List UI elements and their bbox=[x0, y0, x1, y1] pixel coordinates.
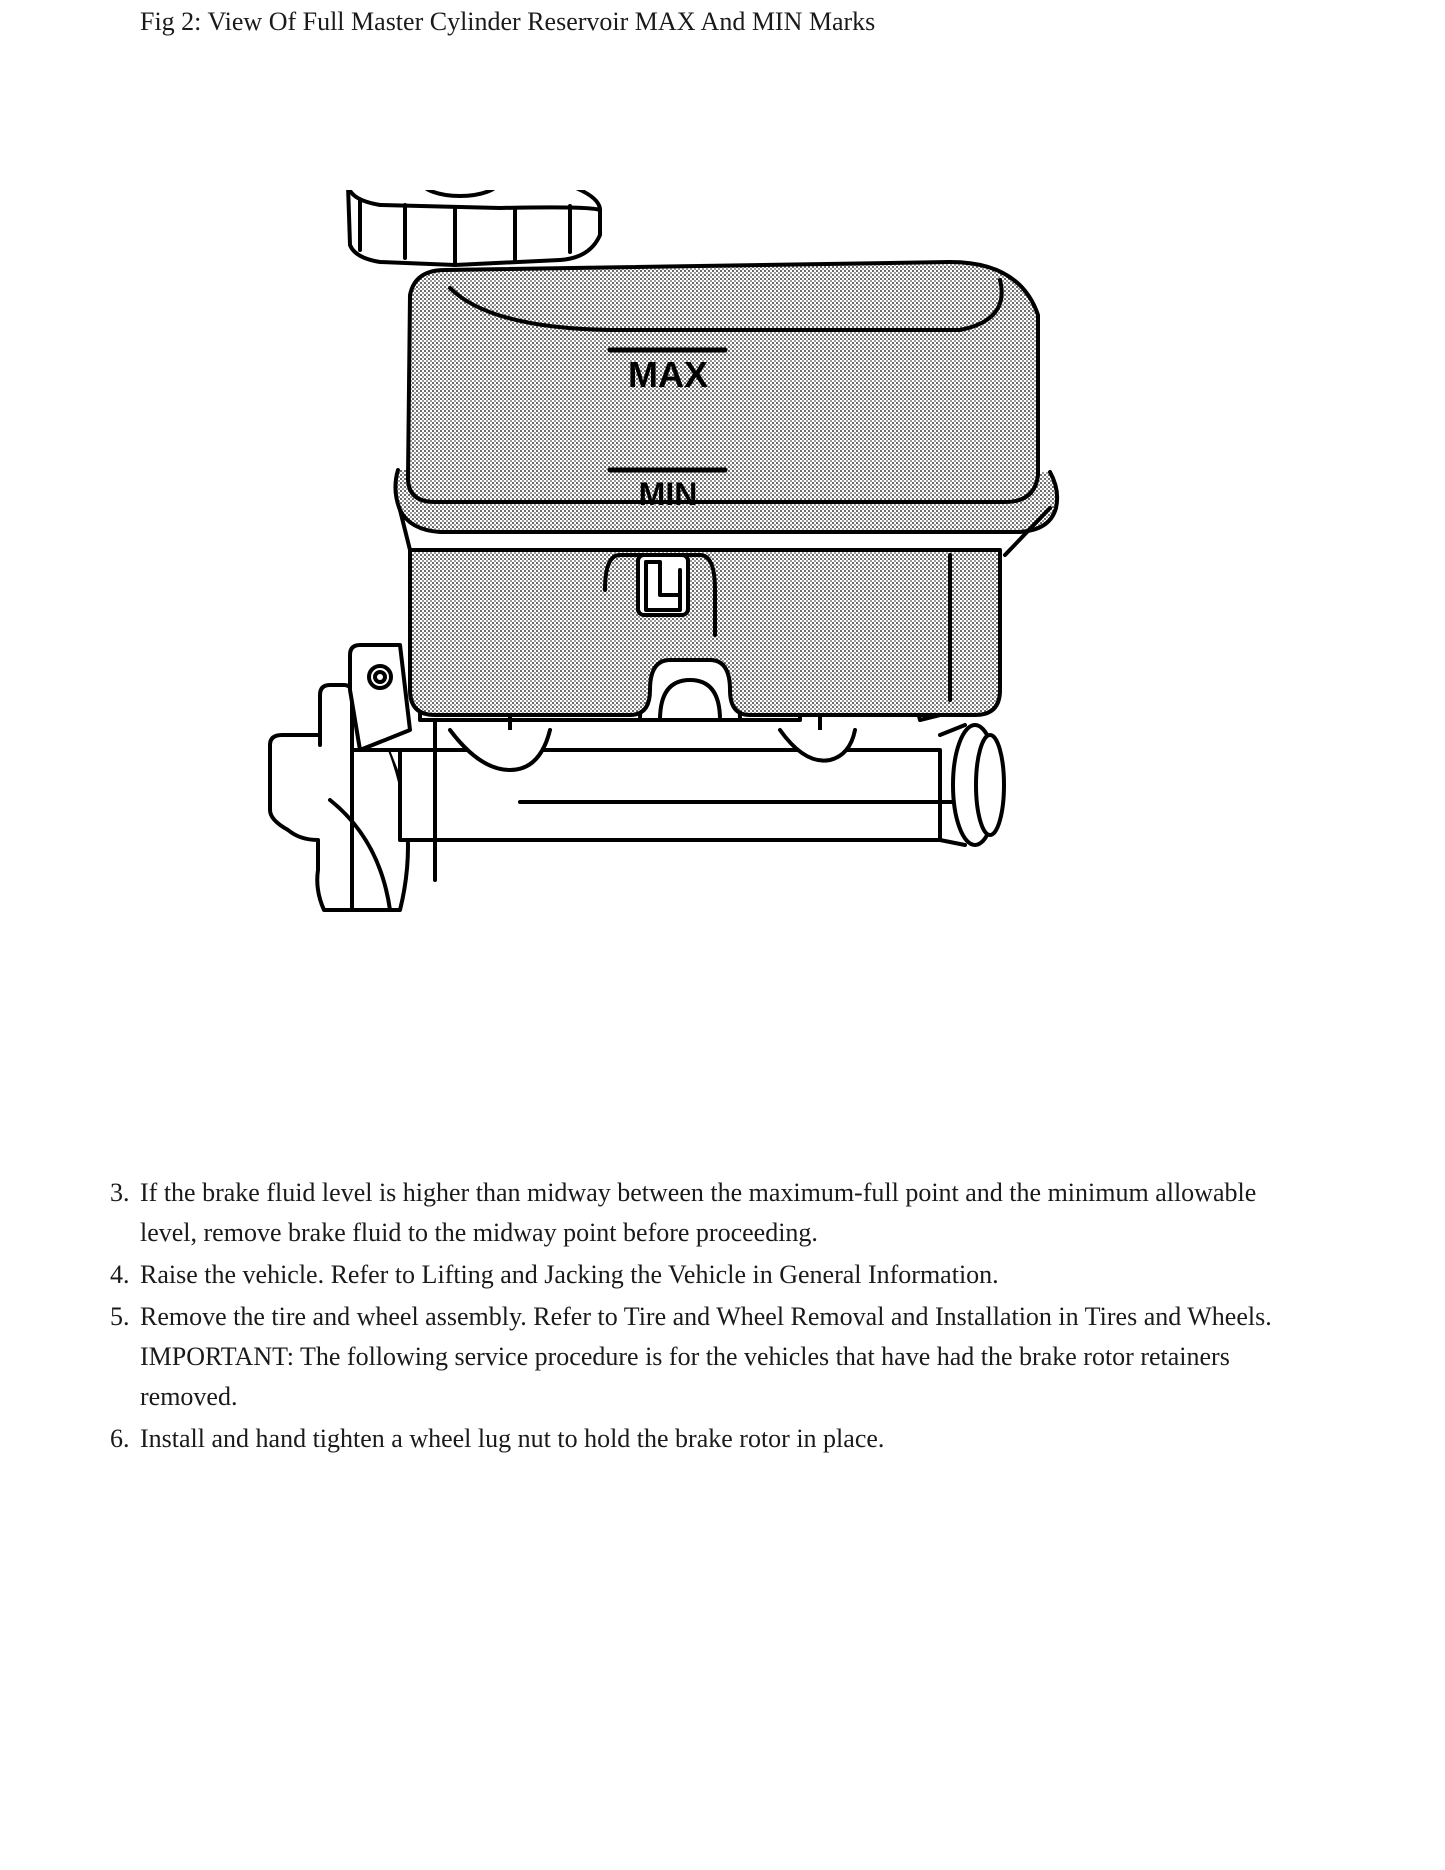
step-text-line: Raise the vehicle. Refer to Lifting and Jacking the Vehicle in General Information. bbox=[140, 1260, 999, 1289]
step-item bbox=[110, 1173, 1340, 1253]
step-number: 5. bbox=[110, 1302, 130, 1331]
step-important-note: IMPORTANT: The following service procedure is for the vehicles that have had the brake rotor retainers bbox=[140, 1342, 1230, 1371]
min-mark: MIN bbox=[638, 476, 698, 512]
figure-caption: Fig 2: View Of Full Master Cylinder Reservoir MAX And MIN Marks bbox=[140, 7, 876, 36]
step-number: 3. bbox=[110, 1178, 130, 1207]
step-number: 6. bbox=[110, 1424, 130, 1453]
step-text-line: level, remove brake fluid to the midway point before proceeding. bbox=[140, 1218, 818, 1247]
step-text-line: removed. bbox=[140, 1382, 238, 1411]
step-number: 4. bbox=[110, 1260, 130, 1289]
reservoir-cap bbox=[348, 190, 600, 265]
procedure-steps bbox=[110, 1173, 1340, 1461]
step-item bbox=[110, 1419, 1340, 1459]
reservoir-upper bbox=[408, 262, 1038, 502]
step-item bbox=[110, 1255, 1340, 1295]
master-cylinder-illustration bbox=[260, 190, 1200, 1040]
step-text-line: Install and hand tighten a wheel lug nut to hold the brake rotor in place. bbox=[140, 1424, 885, 1453]
max-mark: MAX bbox=[628, 354, 708, 395]
master-cylinder-drawing bbox=[260, 190, 1200, 1040]
step-text-line: Remove the tire and wheel assembly. Refer to Tire and Wheel Removal and Installation in Tires and Wheels. bbox=[140, 1302, 1272, 1331]
step-item bbox=[110, 1297, 1340, 1417]
step-text-line: If the brake fluid level is higher than midway between the maximum-full point and the minimum allowable bbox=[140, 1178, 1257, 1207]
